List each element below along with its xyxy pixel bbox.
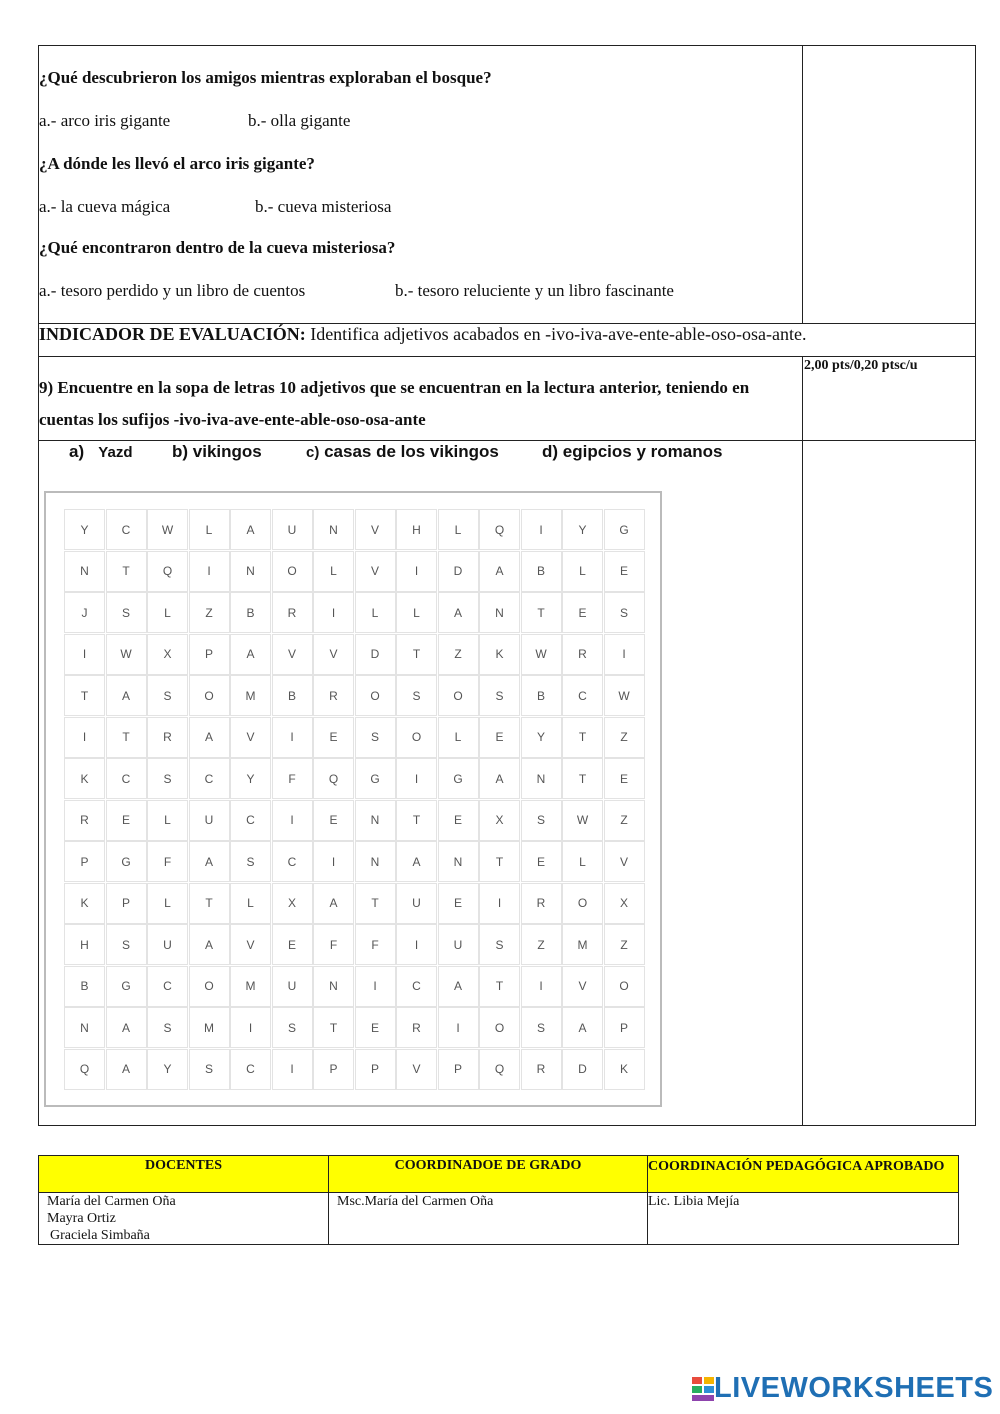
hint-c [306,442,499,462]
letter-cell[interactable]: Z [189,592,230,633]
letter-cell[interactable]: Q [64,1049,105,1090]
letter-cell[interactable]: T [396,634,437,675]
letter-cell[interactable]: N [355,841,396,882]
letter-cell[interactable]: E [106,800,147,841]
letter-cell[interactable]: L [230,883,271,924]
letter-cell[interactable]: C [230,1049,271,1090]
letter-cell[interactable]: L [147,883,188,924]
letter-cell[interactable]: I [272,1049,313,1090]
letter-cell[interactable]: A [189,924,230,965]
letter-cell[interactable]: N [64,1007,105,1048]
letter-cell[interactable]: I [64,717,105,758]
letter-cell[interactable]: T [355,883,396,924]
question-3-option-b[interactable]: b.- tesoro reluciente y un libro fascinante [395,281,674,300]
letter-cell[interactable]: E [355,1007,396,1048]
letter-cell[interactable]: S [479,924,520,965]
letter-cell[interactable]: I [189,551,230,592]
letter-cell[interactable]: A [106,1007,147,1048]
letter-cell[interactable]: U [272,966,313,1007]
letter-cell[interactable]: P [438,1049,479,1090]
hint-c-letter: c) [306,444,320,461]
indicator-label: INDICADOR DE EVALUACIÓN: [39,324,306,344]
letter-cell[interactable]: H [396,509,437,550]
letter-cell[interactable]: R [521,883,562,924]
letter-cell[interactable]: A [479,758,520,799]
letter-cell[interactable]: R [272,592,313,633]
letter-cell[interactable]: T [562,717,603,758]
letter-cell[interactable]: R [562,634,603,675]
footer-header-coordinador: COORDINADOE DE GRADO [328,1155,648,1193]
letter-cell[interactable]: O [438,675,479,716]
hint-b-letter: b) [172,442,189,461]
letter-cell[interactable]: N [479,592,520,633]
letter-cell[interactable]: Q [147,551,188,592]
letter-cell[interactable]: R [147,717,188,758]
letter-cell[interactable]: I [604,634,645,675]
docente-name: María del Carmen Oña [47,1194,176,1209]
letter-cell[interactable]: T [562,758,603,799]
hint-b [172,442,262,462]
letter-cell[interactable]: C [562,675,603,716]
letter-cell[interactable]: E [438,883,479,924]
letter-cell[interactable]: P [604,1007,645,1048]
letter-cell[interactable]: M [230,966,271,1007]
letter-cell[interactable]: Y [521,717,562,758]
letter-cell[interactable]: T [106,551,147,592]
letter-cell[interactable]: F [272,758,313,799]
letter-cell[interactable]: V [562,966,603,1007]
letter-cell[interactable]: G [355,758,396,799]
letter-cell[interactable]: I [313,592,354,633]
letter-cell[interactable]: I [479,883,520,924]
letter-cell[interactable]: V [396,1049,437,1090]
letter-cell[interactable]: B [272,675,313,716]
letter-cell[interactable]: E [604,551,645,592]
letter-cell[interactable]: C [189,758,230,799]
evaluation-indicator [39,324,806,345]
indicator-text: Identifica adjetivos acabados en -ivo-iva-ave-ente-able-oso-osa-ante. [305,324,807,344]
letter-cell[interactable]: F [313,924,354,965]
letter-cell[interactable]: M [562,924,603,965]
letter-cell[interactable]: P [355,1049,396,1090]
letter-cell[interactable]: I [438,1007,479,1048]
footer-coordinacion-cell: Lic. Libia Mejía [647,1192,959,1245]
right-column-divider [802,45,803,324]
letter-cell[interactable]: T [396,800,437,841]
letter-cell[interactable]: S [106,924,147,965]
letter-cell[interactable]: T [313,1007,354,1048]
letter-cell[interactable]: G [604,509,645,550]
letter-cell[interactable]: Y [64,509,105,550]
letter-cell[interactable]: S [147,758,188,799]
letter-cell[interactable]: E [313,800,354,841]
letter-cell[interactable]: L [438,509,479,550]
letter-cell[interactable]: S [604,592,645,633]
letter-cell[interactable]: T [64,675,105,716]
letter-cell[interactable]: X [272,883,313,924]
letter-cell[interactable]: A [562,1007,603,1048]
letter-cell[interactable]: I [64,634,105,675]
hint-d-text: egipcios y romanos [562,442,723,461]
letter-cell[interactable]: A [189,841,230,882]
question-2-option-a[interactable]: a.- la cueva mágica [39,197,171,216]
letter-cell[interactable]: O [604,966,645,1007]
letter-cell[interactable]: P [64,841,105,882]
letter-cell[interactable]: I [272,717,313,758]
letter-cell[interactable]: W [147,509,188,550]
letter-cell[interactable]: S [106,592,147,633]
letter-cell[interactable]: E [438,800,479,841]
letter-cell[interactable]: V [313,634,354,675]
letter-cell[interactable]: O [189,966,230,1007]
letter-cell[interactable]: I [230,1007,271,1048]
letter-cell[interactable]: W [562,800,603,841]
letter-cell[interactable]: S [230,841,271,882]
letter-cell[interactable]: Z [604,717,645,758]
points-label: 2,00 pts/0,20 ptsc/u [804,358,918,373]
docente-name: Graciela Simbaña [50,1228,150,1243]
letter-cell[interactable]: P [106,883,147,924]
letter-cell[interactable]: G [106,966,147,1007]
liveworksheets-wordmark: LIVEWORKSHEETS [714,1372,994,1404]
letter-cell[interactable]: V [355,509,396,550]
question-2: ¿A dónde les llevó el arco iris gigante? [39,154,315,173]
letter-cell[interactable]: A [230,634,271,675]
letter-cell[interactable]: Y [230,758,271,799]
letter-cell[interactable]: Z [604,924,645,965]
question-1-option-b[interactable]: b.- olla gigante [248,111,351,130]
letter-cell[interactable]: A [313,883,354,924]
letter-cell[interactable]: N [313,966,354,1007]
letter-cell[interactable]: I [313,841,354,882]
letter-cell[interactable]: N [355,800,396,841]
letter-cell[interactable]: L [396,592,437,633]
letter-cell[interactable]: Z [604,800,645,841]
letter-cell[interactable]: N [230,551,271,592]
letter-cell[interactable]: Z [521,924,562,965]
letter-cell[interactable]: S [147,675,188,716]
letter-cell[interactable]: F [355,924,396,965]
letter-cell[interactable]: B [521,675,562,716]
letter-cell[interactable]: E [562,592,603,633]
footer-coordinador-cell: Msc.María del Carmen Oña [328,1192,648,1245]
letter-cell[interactable]: D [438,551,479,592]
letter-cell[interactable]: W [106,634,147,675]
letter-cell[interactable]: W [521,634,562,675]
letter-cell[interactable]: L [355,592,396,633]
letter-cell[interactable]: C [272,841,313,882]
letter-cell[interactable]: X [147,634,188,675]
hint-a [69,442,132,462]
letter-cell[interactable]: C [106,758,147,799]
hint-c-text: casas de los vikingos [324,442,499,461]
letter-cell[interactable]: Z [438,634,479,675]
hint-d [542,442,722,462]
letter-cell[interactable]: O [562,883,603,924]
letter-cell[interactable]: L [147,800,188,841]
letter-cell[interactable]: N [438,841,479,882]
letter-cell[interactable]: I [521,509,562,550]
letter-cell[interactable]: E [272,924,313,965]
letter-cell[interactable]: R [64,800,105,841]
letter-cell[interactable]: T [479,966,520,1007]
letter-cell[interactable]: A [438,592,479,633]
letter-cell[interactable]: T [189,883,230,924]
letter-cell[interactable]: V [230,717,271,758]
letter-cell[interactable]: Q [313,758,354,799]
letter-cell[interactable]: G [106,841,147,882]
letter-cell[interactable]: C [106,509,147,550]
letter-cell[interactable]: V [230,924,271,965]
letter-cell[interactable]: X [604,883,645,924]
letter-cell[interactable]: P [189,634,230,675]
letter-cell[interactable]: L [562,841,603,882]
question-2-option-b[interactable]: b.- cueva misteriosa [255,197,392,216]
letter-cell[interactable]: N [313,509,354,550]
letter-cell[interactable]: Y [562,509,603,550]
hint-d-letter: d) [542,442,559,461]
letter-cell[interactable]: O [272,551,313,592]
letter-cell[interactable]: E [604,758,645,799]
letter-cell[interactable]: K [479,634,520,675]
letter-cell[interactable]: U [189,800,230,841]
letter-cell[interactable]: B [521,551,562,592]
letter-cell[interactable]: I [521,966,562,1007]
question-3: ¿Qué encontraron dentro de la cueva misteriosa? [39,238,396,257]
letter-cell[interactable]: T [479,841,520,882]
letter-cell[interactable]: S [521,1007,562,1048]
letter-cell[interactable]: I [272,800,313,841]
letter-cell[interactable]: S [396,675,437,716]
letter-cell[interactable]: M [230,675,271,716]
letter-cell[interactable]: B [230,592,271,633]
letter-cell[interactable]: S [479,675,520,716]
letter-cell[interactable]: V [272,634,313,675]
letter-cell[interactable]: I [396,758,437,799]
letter-cell[interactable]: L [313,551,354,592]
letter-cell[interactable]: L [189,509,230,550]
letter-cell[interactable]: I [355,966,396,1007]
letter-cell[interactable]: R [313,675,354,716]
letter-cell[interactable]: V [355,551,396,592]
question-9: 9) Encuentre en la sopa de letras 10 adjetivos que se encuentran en la lectura anterior, teniendo en cuentas los sufijos -ivo-iva-ave-ente-able-oso-osa-ante [39,378,750,429]
letter-cell[interactable]: D [562,1049,603,1090]
letter-cell[interactable]: O [189,675,230,716]
footer-table [38,1155,959,1245]
letter-cell[interactable]: A [189,717,230,758]
hint-a-letter: a) [69,442,85,461]
footer-header-docentes: DOCENTES [38,1155,329,1193]
question-1: ¿Qué descubrieron los amigos mientras exploraban el bosque? [39,68,492,87]
letter-cell[interactable]: U [147,924,188,965]
letter-cell[interactable]: X [479,800,520,841]
letter-cell[interactable]: S [355,717,396,758]
letter-cell[interactable]: C [230,800,271,841]
letter-cell[interactable]: G [438,758,479,799]
letter-cell[interactable]: O [479,1007,520,1048]
footer-header-coordinacion: COORDINACIÓN PEDAGÓGICA APROBADO [647,1155,959,1193]
liveworksheets-logo [692,1372,993,1405]
letter-cell[interactable]: D [355,634,396,675]
letter-cell[interactable]: R [521,1049,562,1090]
letter-cell[interactable]: C [396,966,437,1007]
letter-cell[interactable]: S [189,1049,230,1090]
letter-cell[interactable]: C [147,966,188,1007]
question-1-option-a[interactable]: a.- arco iris gigante [39,111,171,130]
row-divider [38,356,976,357]
letter-cell[interactable]: A [396,841,437,882]
letter-cell[interactable]: Q [479,1049,520,1090]
hint-b-text: vikingos [192,442,262,461]
letter-cell[interactable]: Y [147,1049,188,1090]
letter-cell[interactable]: T [521,592,562,633]
letter-cell[interactable]: F [147,841,188,882]
footer-docentes-cell [38,1192,329,1245]
letter-cell[interactable]: N [64,551,105,592]
row-divider [38,440,976,441]
letter-cell[interactable]: I [396,924,437,965]
letter-cell[interactable]: R [396,1007,437,1048]
letter-cell[interactable]: I [396,551,437,592]
letter-cell[interactable]: B [64,966,105,1007]
docente-name: Mayra Ortiz [47,1211,116,1226]
letter-cell[interactable]: L [147,592,188,633]
letter-cell[interactable]: S [272,1007,313,1048]
letter-cell[interactable]: W [604,675,645,716]
letter-cell[interactable]: K [64,758,105,799]
right-column-divider [802,356,803,1126]
letter-cell[interactable]: A [479,551,520,592]
letter-cell[interactable]: U [396,883,437,924]
letter-cell[interactable]: H [64,924,105,965]
letter-cell[interactable]: O [396,717,437,758]
letter-cell[interactable]: A [106,1049,147,1090]
letter-cell[interactable]: V [604,841,645,882]
letter-cell[interactable]: U [272,509,313,550]
letter-cell[interactable]: L [562,551,603,592]
liveworksheets-icon [692,1377,714,1401]
letter-cell[interactable]: K [64,883,105,924]
letter-cell[interactable]: E [479,717,520,758]
letter-cell[interactable]: U [438,924,479,965]
letter-cell[interactable]: S [147,1007,188,1048]
letter-cell[interactable]: N [521,758,562,799]
letter-cell[interactable]: P [313,1049,354,1090]
letter-cell[interactable]: K [604,1049,645,1090]
letter-cell[interactable]: A [106,675,147,716]
letter-cell[interactable]: L [438,717,479,758]
letter-cell[interactable]: E [313,717,354,758]
letter-cell[interactable]: O [355,675,396,716]
letter-cell[interactable]: M [189,1007,230,1048]
question-3-option-a[interactable]: a.- tesoro perdido y un libro de cuentos [39,281,306,300]
letter-cell[interactable]: T [106,717,147,758]
letter-cell[interactable]: E [521,841,562,882]
letter-cell[interactable]: Q [479,509,520,550]
letter-cell[interactable]: S [521,800,562,841]
hint-a-text: Yazd [98,444,133,461]
letter-cell[interactable]: A [230,509,271,550]
letter-cell[interactable]: J [64,592,105,633]
letter-cell[interactable]: A [438,966,479,1007]
